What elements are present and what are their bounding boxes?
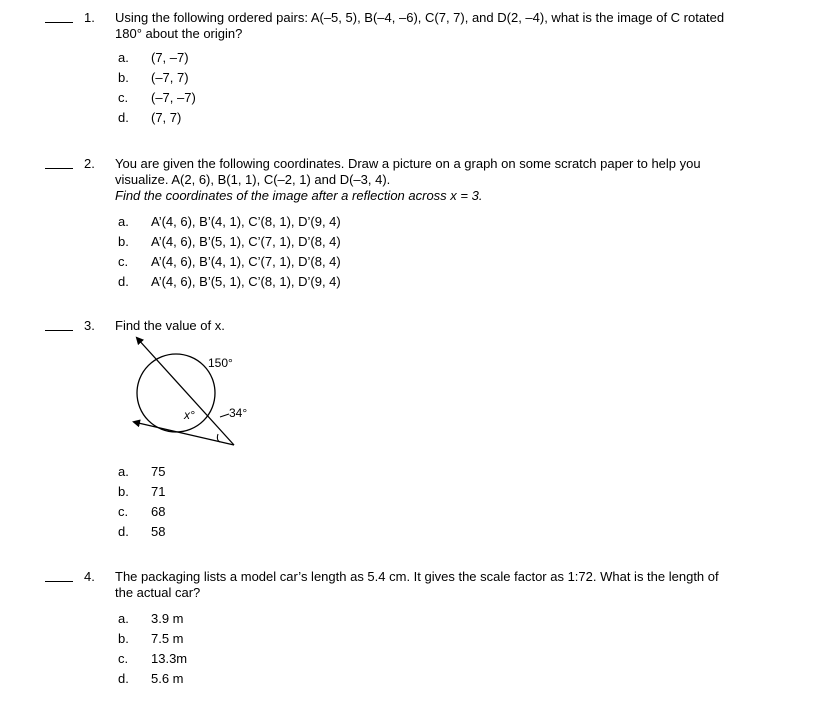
choice-letter: a. bbox=[118, 611, 129, 626]
choice-text: 13.3m bbox=[151, 651, 188, 666]
choice-text: A’(4, 6), B’(5, 1), C’(7, 1), D’(8, 4) bbox=[151, 234, 341, 249]
stem-line: the actual car? bbox=[115, 585, 201, 600]
question-stem bbox=[115, 569, 785, 601]
angle-label: 34° bbox=[229, 406, 248, 420]
answer-blank[interactable] bbox=[45, 581, 73, 582]
choice-letter: d. bbox=[118, 110, 129, 125]
choice-letter: d. bbox=[118, 671, 129, 686]
choice-text: A’(4, 6), B’(5, 1), C’(8, 1), D’(9, 4) bbox=[151, 274, 341, 289]
choice-text: (7, –7) bbox=[151, 50, 189, 65]
choice-letter: d. bbox=[118, 274, 129, 289]
circle bbox=[137, 354, 215, 432]
unknown-angle-label: x° bbox=[184, 408, 195, 422]
choice-text: 3.9 m bbox=[151, 611, 184, 626]
choice-text: 5.6 m bbox=[151, 671, 184, 686]
question-number: 2. bbox=[84, 156, 95, 171]
question-stem bbox=[115, 156, 785, 204]
choice-letter: a. bbox=[118, 50, 129, 65]
choice-letter: a. bbox=[118, 214, 129, 229]
label-leader bbox=[220, 414, 229, 417]
stem-line: You are given the following coordinates. Draw a picture on a graph on some scratch paper to help you bbox=[115, 156, 701, 171]
choice-letter: a. bbox=[118, 464, 129, 479]
circle-figure bbox=[120, 330, 260, 452]
choice-text: 68 bbox=[151, 504, 166, 519]
choice-text: 75 bbox=[151, 464, 166, 479]
choice-letter: d. bbox=[118, 524, 129, 539]
question-number: 3. bbox=[84, 318, 95, 333]
choice-text: A’(4, 6), B’(4, 1), C’(8, 1), D’(9, 4) bbox=[151, 214, 341, 229]
stem-line: The packaging lists a model car’s length as 5.4 cm. It gives the scale factor as 1:72. What is the length of bbox=[115, 569, 719, 584]
choice-text: 71 bbox=[151, 484, 166, 499]
stem-line: Find the coordinates of the image after a reflection across x = 3. bbox=[115, 188, 483, 203]
choice-letter: b. bbox=[118, 631, 129, 646]
arc-label: 150° bbox=[208, 356, 233, 370]
choice-text: (7, 7) bbox=[151, 110, 182, 125]
stem-line: Find the value of x. bbox=[115, 318, 225, 333]
answer-blank[interactable] bbox=[45, 330, 73, 331]
choice-text: A’(4, 6), B’(4, 1), C’(7, 1), D’(8, 4) bbox=[151, 254, 341, 269]
choice-letter: b. bbox=[118, 234, 129, 249]
choice-letter: c. bbox=[118, 504, 129, 519]
choice-letter: b. bbox=[118, 70, 129, 85]
choice-letter: b. bbox=[118, 484, 129, 499]
question-stem bbox=[115, 10, 785, 42]
secant-line bbox=[137, 338, 234, 445]
choice-text: 7.5 m bbox=[151, 631, 184, 646]
choice-text: 58 bbox=[151, 524, 166, 539]
answer-blank[interactable] bbox=[45, 22, 73, 23]
choice-text: (–7, 7) bbox=[151, 70, 189, 85]
answer-blank[interactable] bbox=[45, 168, 73, 169]
choice-letter: c. bbox=[118, 254, 129, 269]
stem-line: visualize. A(2, 6), B(1, 1), C(–2, 1) and D(–3, 4). bbox=[115, 172, 391, 187]
choice-letter: c. bbox=[118, 651, 129, 666]
choice-letter: c. bbox=[118, 90, 129, 105]
stem-line: 180° about the origin? bbox=[115, 26, 243, 41]
question-number: 1. bbox=[84, 10, 95, 25]
choice-text: (–7, –7) bbox=[151, 90, 196, 105]
question-number: 4. bbox=[84, 569, 95, 584]
stem-line: Using the following ordered pairs: A(–5, 5), B(–4, –6), C(7, 7), and D(2, –4), what is the image of C rotated bbox=[115, 10, 725, 25]
